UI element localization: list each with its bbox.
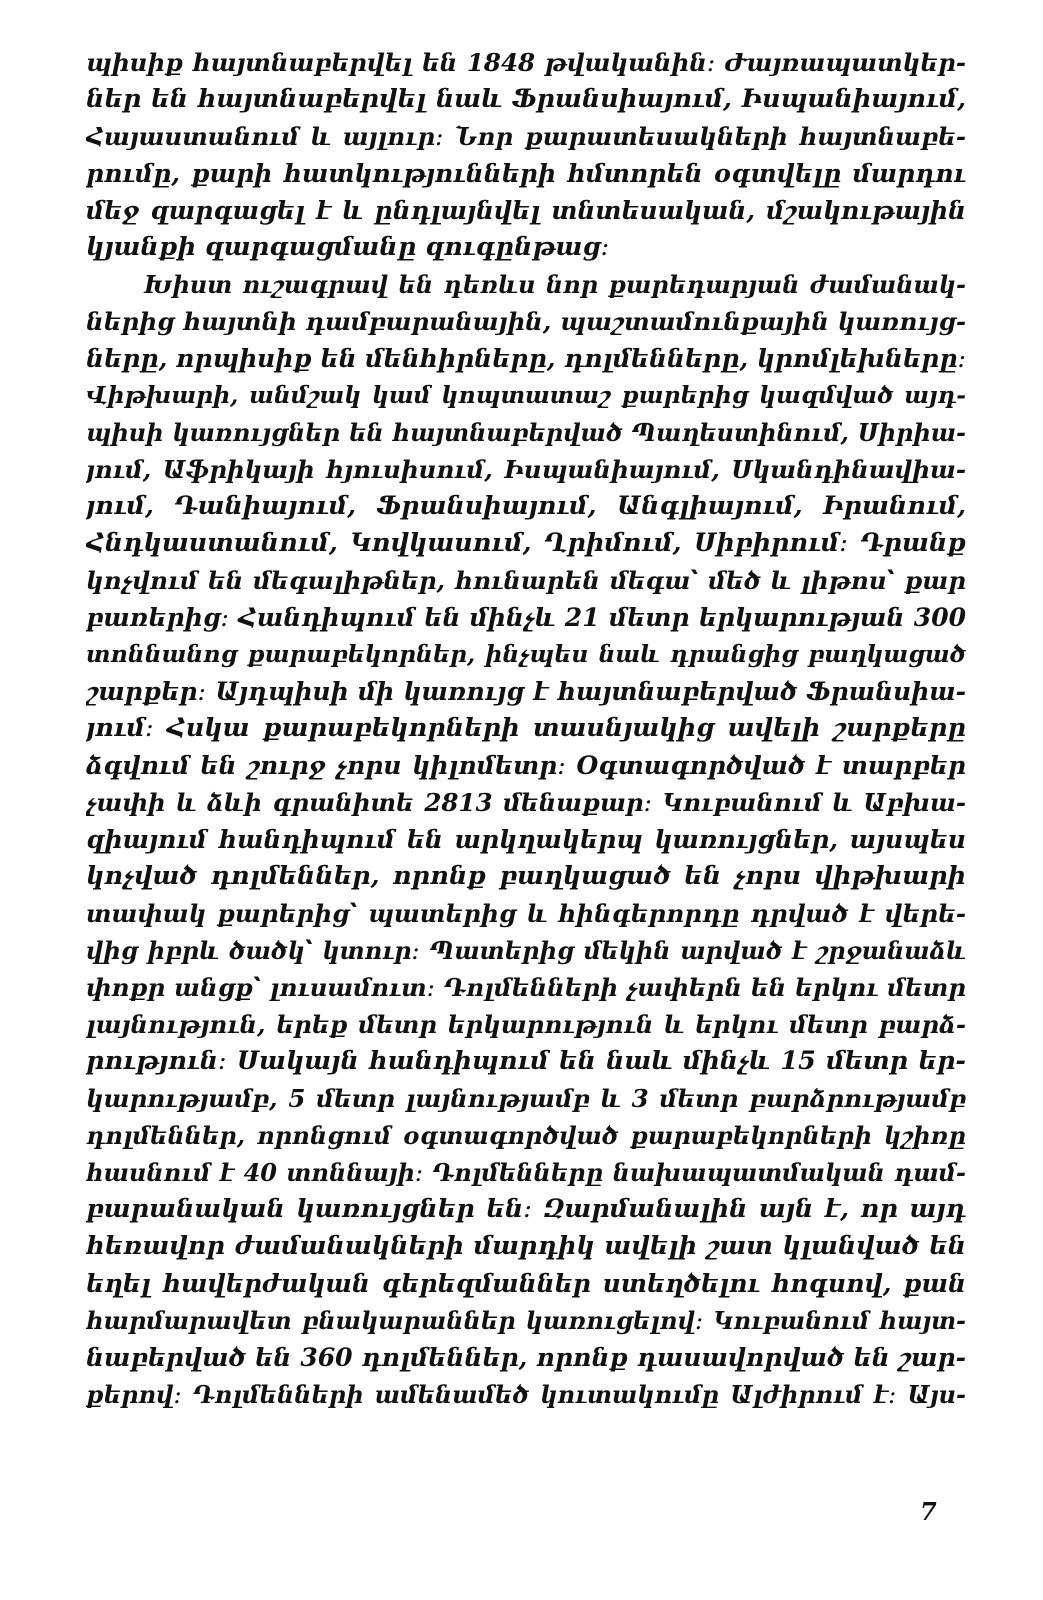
text-line: ձգվում են շուրջ չորս կիլոմետր։ Օգտագործված է տարբեր xyxy=(86,751,966,780)
text-line: յում։ Հսկա քարաբեկորների տասնյակից ավելի շարքերը xyxy=(86,713,966,743)
text-line: հասնում է 40 տոննայի։ Դոլմենները նախապատմական դամ- xyxy=(86,1158,966,1187)
text-line: զիայում հանդիպում են արկղակերպ կառույցներ, այսպես xyxy=(86,825,966,854)
text-line: յում, Դանիայում, Ֆրանսիայում, Անգլիայում, Իրանում, xyxy=(86,491,966,521)
text-line: կարությամբ, 5 մետր լայնությամբ և 3 մետր բարձրությամբ xyxy=(86,1084,966,1113)
body-text xyxy=(86,44,966,1413)
text-line: լայնություն, երեք մետր երկարություն և երկու մետր բարձ- xyxy=(86,1010,966,1039)
text-line: մեջ զարգացել է և ընդլայնվել տնտեսական, մշակութային xyxy=(86,196,966,225)
text-line: դոլմեններ, որոնցում օգտագործված քարաբեկորների կշիռը xyxy=(86,1121,966,1150)
text-line: շարքեր։ Այդպիսի մի կառույց է հայտնաբերված Ֆրանսիա- xyxy=(86,677,966,706)
text-line: Հայաստանում և այլուր։ Նոր քարատեսակների հայտնաբե- xyxy=(86,122,966,151)
text-line: հեռավոր ժամանակների մարդիկ ավելի շատ կլանված են xyxy=(86,1231,966,1261)
text-line: քերով։ Դոլմենների ամենամեծ կուտակումը Ալժիրում է։ Այս- xyxy=(86,1380,966,1409)
text-line: փոքր անցք՝ լուսամուտ։ Դոլմենների չափերն են երկու մետր xyxy=(86,973,966,1002)
text-line: յում, Աֆրիկայի հյուսիսում, Իսպանիայում, Սկանդինավիա- xyxy=(86,455,966,484)
text-line: Հնդկաստանում, Կովկասում, Ղրիմում, Սիբիրում։ Դրանք xyxy=(86,528,966,558)
text-line: չափի և ձևի գրանիտե 2813 մենաքար։ Կուբանում և Աբխա- xyxy=(86,788,966,817)
text-line: բարանական կառույցներ են։ Զարմանալին այն է, որ այդ xyxy=(86,1194,966,1224)
text-line: եղել հավերժական գերեզմաններ ստեղծելու հոգսով, քան xyxy=(86,1269,966,1298)
text-line: ները, որպիսիք են մենհիրները, դոլմենները, կրոմլեխները։ xyxy=(86,344,966,373)
text-line: կոչված դոլմեններ, որոնք բաղկացած են չորս վիթխարի xyxy=(86,861,966,891)
text-line: րություն։ Սակայն հանդիպում են նաև մինչև 15 մետր եր- xyxy=(86,1046,966,1076)
text-line: Խիստ ուշագրավ են դեռևս նոր քարեդարյան ժամանակ- xyxy=(144,270,966,299)
text-line: վից իբրև ծածկ՝ կտուր։ Պատերից մեկին արված է շրջանաձև xyxy=(86,936,966,965)
text-line: Վիթխարի, անմշակ կամ կոպտատաշ քարերից կազմված այդ- xyxy=(86,381,966,409)
text-line: րումը, քարի հատկությունների հմտորեն օգտվելը մարդու xyxy=(86,159,966,188)
text-line: հարմարավետ բնակարաններ կառուցելով։ Կուբանում հայտ- xyxy=(86,1306,966,1335)
text-line: կոչվում են մեգալիթներ, հունարեն մեգա՝ մեծ և լիթոս՝ քար xyxy=(86,566,966,595)
text-line: պիսի կառույցներ են հայտնաբերված Պաղեստինում, Սիրիա- xyxy=(86,418,966,447)
text-line: պիսիք հայտնաբերվել են 1848 թվականին։ Ժայռապատկեր- xyxy=(86,48,966,77)
text-line: ներից հայտնի դամբարանային, պաշտամունքային կառույց- xyxy=(86,307,966,336)
text-line: տափակ քարերից՝ պատերից և հինգերորդը դրված է վերե- xyxy=(86,899,966,928)
page-number: 7 xyxy=(920,1497,937,1526)
text-line: կյանքի զարգացմանը զուգընթաց։ xyxy=(86,232,610,262)
text-line: ներ են հայտնաբերվել նաև Ֆրանսիայում, Իսպանիայում, xyxy=(86,84,966,114)
text-line: բառերից։ Հանդիպում են մինչև 21 մետր երկարության 300 xyxy=(86,603,966,632)
text-line: տոննանոց քարաբեկորներ, ինչպես նաև դրանցից բաղկացած xyxy=(86,640,966,668)
text-line: նաբերված են 360 դոլմեններ, որոնք դասավորված են շար- xyxy=(86,1343,966,1372)
